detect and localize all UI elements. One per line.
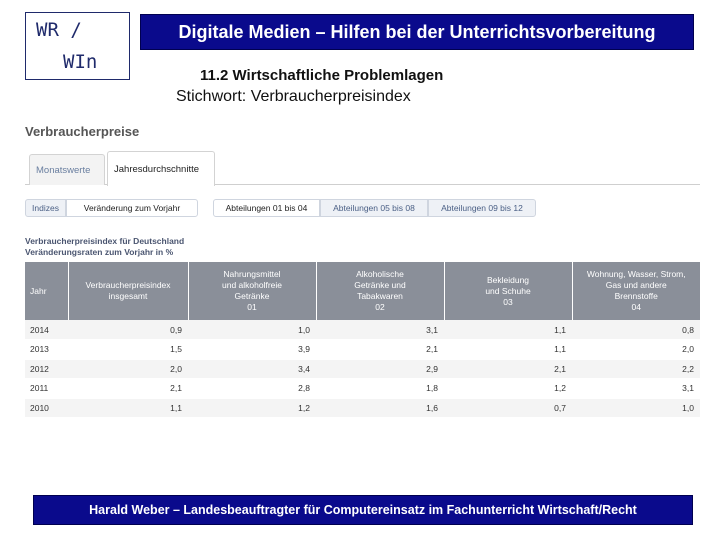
value-cell: 2,9 bbox=[316, 359, 444, 379]
table-row bbox=[25, 359, 700, 379]
value-cell: 0,7 bbox=[444, 398, 572, 418]
value-cell: 3,4 bbox=[188, 359, 316, 379]
column-header bbox=[68, 262, 188, 320]
table-title bbox=[25, 236, 184, 258]
value-cell: 1,0 bbox=[188, 320, 316, 340]
column-header-line: Nahrungsmittel bbox=[223, 269, 281, 279]
column-header-line: 03 bbox=[503, 296, 513, 307]
value-cell: 1,8 bbox=[316, 379, 444, 399]
pill-veraenderung-vorjahr[interactable]: Veränderung zum Vorjahr bbox=[66, 199, 198, 217]
section-heading: Verbraucherpreise bbox=[25, 124, 140, 139]
value-cell: 1,1 bbox=[444, 340, 572, 360]
tab-jahresdurchschnitte[interactable]: Jahresdurchschnitte bbox=[107, 151, 215, 186]
logo-line-1: WR / bbox=[36, 19, 82, 41]
column-header-line: Alkoholische bbox=[356, 269, 404, 279]
table-row bbox=[25, 398, 700, 418]
column-header-line: 01 bbox=[247, 302, 257, 312]
column-header-line: Tabakwaren bbox=[357, 291, 403, 301]
table-row bbox=[25, 379, 700, 399]
column-header-line: und alkoholfreie bbox=[221, 280, 282, 290]
column-header-line: insgesamt bbox=[108, 291, 148, 301]
logo-line-2: WIn bbox=[63, 51, 98, 73]
tab-monatswerte[interactable]: Monatswerte bbox=[29, 154, 105, 185]
slide-footer: Harald Weber – Landesbeauftragter für Computereinsatz im Fachunterricht Wirtschaft/Recht bbox=[33, 495, 693, 525]
value-cell: 3,1 bbox=[572, 379, 700, 399]
column-header bbox=[444, 262, 572, 320]
pill-indizes[interactable]: Indizes bbox=[25, 199, 66, 217]
column-header bbox=[25, 262, 68, 320]
value-cell: 2,8 bbox=[188, 379, 316, 399]
column-header-line: Getränke und bbox=[354, 280, 406, 290]
value-cell: 1,5 bbox=[68, 340, 188, 360]
column-header-line: Brennstoffe bbox=[614, 291, 658, 301]
column-header-line: Jahr bbox=[30, 285, 47, 296]
year-cell: 2010 bbox=[25, 398, 68, 418]
year-cell: 2012 bbox=[25, 359, 68, 379]
column-header bbox=[316, 262, 444, 320]
column-header-line: Bekleidung bbox=[486, 274, 530, 285]
table-row bbox=[25, 320, 700, 340]
table-body bbox=[25, 320, 700, 418]
pill-abteilungen-01-04[interactable]: Abteilungen 01 bis 04 bbox=[213, 199, 320, 217]
value-cell: 1,6 bbox=[316, 398, 444, 418]
slide-title: Digitale Medien – Hilfen bei der Unterrichtsvorbereitung bbox=[140, 14, 694, 50]
column-header-line: Verbraucherpreisindex bbox=[85, 280, 171, 290]
value-cell: 2,2 bbox=[572, 359, 700, 379]
value-cell: 3,9 bbox=[188, 340, 316, 360]
value-cell: 2,0 bbox=[68, 359, 188, 379]
slide-subtitle: 11.2 Wirtschaftliche Problemlagen bbox=[200, 67, 444, 84]
tab-bar bbox=[25, 150, 700, 185]
pill-abteilungen-09-12[interactable]: Abteilungen 09 bis 12 bbox=[428, 199, 536, 217]
slide-keyword: Stichwort: Verbraucherpreisindex bbox=[176, 88, 411, 105]
column-header-line: Gas und andere bbox=[605, 280, 667, 290]
year-cell: 2013 bbox=[25, 340, 68, 360]
table-header-row bbox=[25, 262, 700, 320]
table-row bbox=[25, 340, 700, 360]
column-header-line: Getränke bbox=[234, 291, 270, 301]
column-header-line: 04 bbox=[631, 302, 641, 312]
value-cell: 2,1 bbox=[68, 379, 188, 399]
value-cell: 1,1 bbox=[444, 320, 572, 340]
table-title-line-1: Verbraucherpreisindex für Deutschland bbox=[25, 236, 185, 246]
value-cell: 1,0 bbox=[572, 398, 700, 418]
column-header-line: 02 bbox=[375, 302, 385, 312]
value-cell: 0,9 bbox=[68, 320, 188, 340]
value-cell: 1,1 bbox=[68, 398, 188, 418]
column-header-line: Wohnung, Wasser, Strom, bbox=[586, 269, 686, 279]
value-cell: 2,1 bbox=[444, 359, 572, 379]
pill-abteilungen-05-08[interactable]: Abteilungen 05 bis 08 bbox=[320, 199, 428, 217]
year-cell: 2011 bbox=[25, 379, 68, 399]
value-cell: 0,8 bbox=[572, 320, 700, 340]
value-cell: 1,2 bbox=[188, 398, 316, 418]
value-cell: 2,1 bbox=[316, 340, 444, 360]
column-header bbox=[188, 262, 316, 320]
price-index-table bbox=[25, 262, 700, 418]
value-cell: 1,2 bbox=[444, 379, 572, 399]
table-title-line-2: Veränderungsraten zum Vorjahr in % bbox=[25, 247, 174, 257]
value-cell: 3,1 bbox=[316, 320, 444, 340]
column-header bbox=[572, 262, 700, 320]
logo bbox=[25, 12, 130, 80]
column-header-line: und Schuhe bbox=[485, 285, 531, 296]
value-cell: 2,0 bbox=[572, 340, 700, 360]
year-cell: 2014 bbox=[25, 320, 68, 340]
